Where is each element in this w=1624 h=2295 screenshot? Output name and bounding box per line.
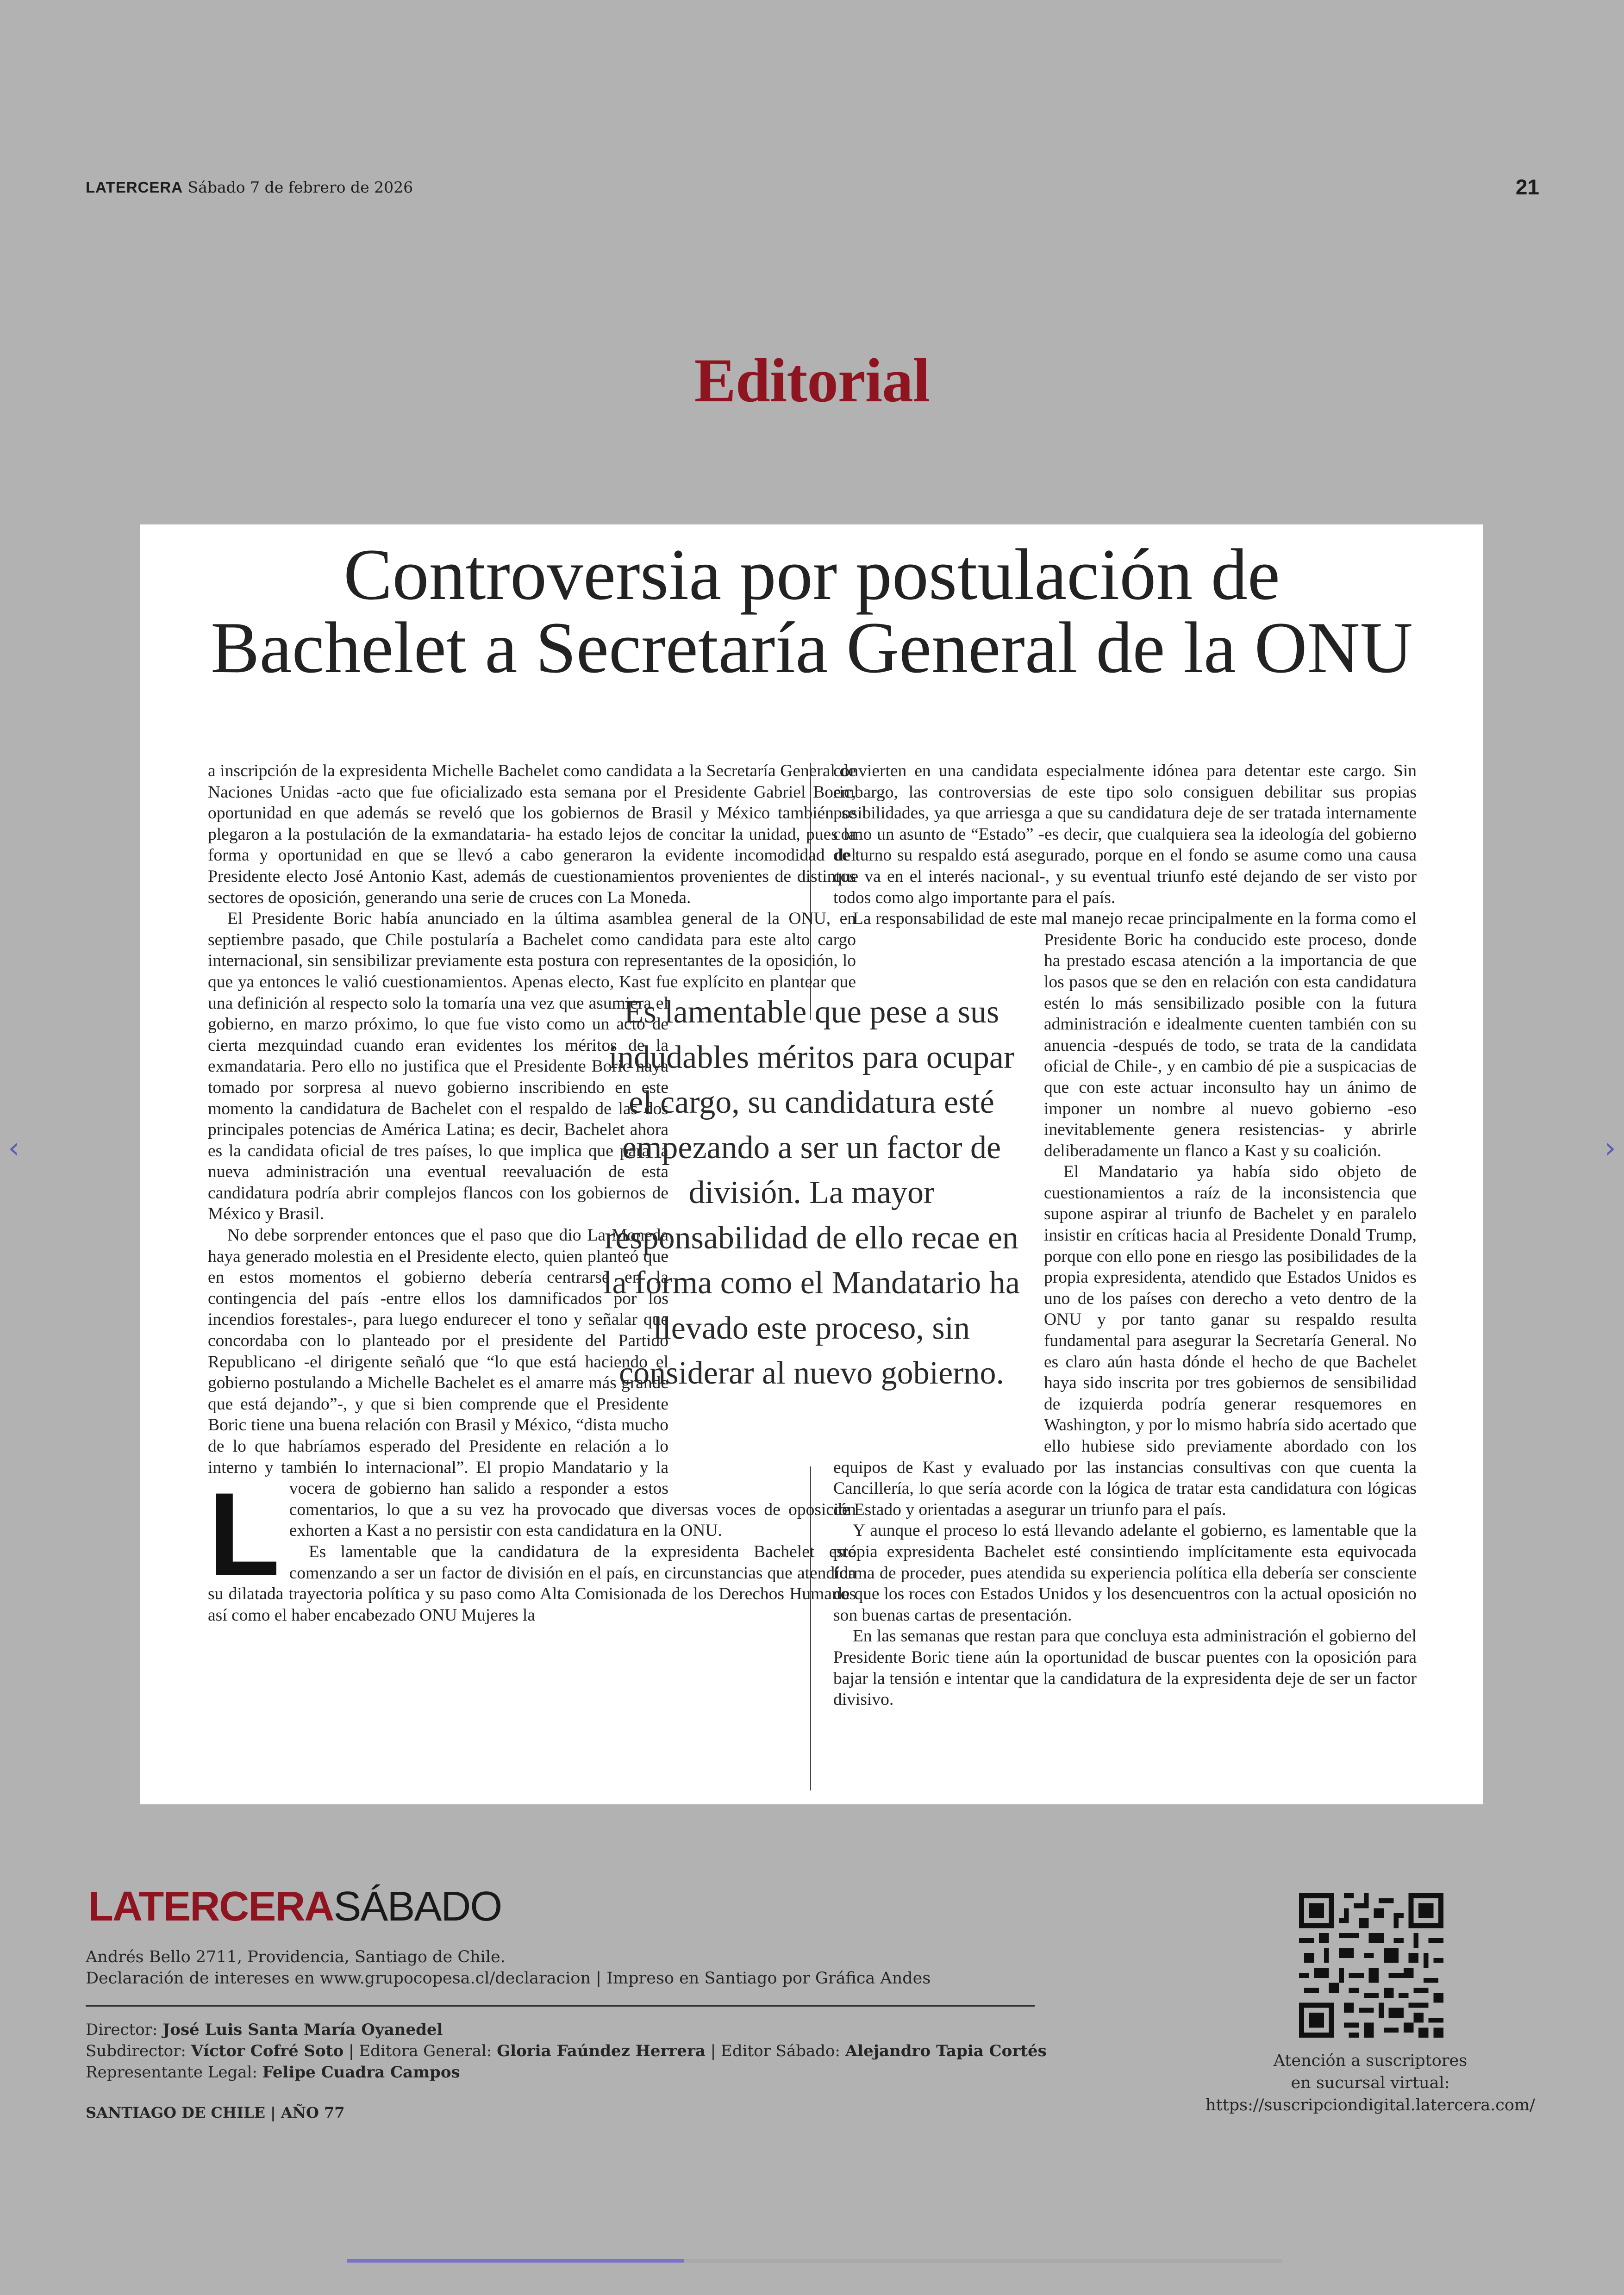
chevron-left-icon[interactable]: ‹	[8, 1131, 20, 1165]
issue-date: Sábado 7 de febrero de 2026	[187, 178, 413, 196]
paragraph: El Mandatario ya había sido objeto de cuestionamientos a raíz de la inconsistencia que supone aspirar al triunfo de Bachelet y en paralelo insistir en críticas hacia al Presidente Donald Trump, porque con ello pone en riesgo las posibilidades de la propia expresidenta, atendido que Estados Unidos es uno de los países con derecho a veto dentro de la ONU y por tanto ganar su respaldo resulta fundamental para asegurar la Secretaría General. No es claro aún hasta dónde el hecho de que Bachelet haya sido inscrita por tres gobiernos de sensibilidad de izquierda podría generar resquemores en Washington, y por lo mismo habría sido acertado que ello hubiese sido previamente abordado con los equipos de Kast y evaluado por las instancias consultivas con que cuenta la Cancillería, lo que sería acorde con la lógica de tratar esta candidatura con lógicas de Estado y orientadas a asegurar un triunfo para el país.	[833, 1162, 1417, 1519]
masthead-date	[86, 178, 413, 196]
drop-cap: L	[208, 1468, 280, 1600]
city-year: SANTIAGO DE CHILE | AÑO 77	[86, 2104, 345, 2121]
qr-code-icon[interactable]	[1299, 1893, 1443, 2038]
headline-line-2: Bachelet a Secretaría General de la ONU	[211, 607, 1413, 688]
staff-credits	[86, 2019, 1047, 2083]
page-number: 21	[1515, 175, 1539, 199]
paragraph: La responsabilidad de este mal manejo recae principalmente en la forma como el Presidente Boric ha conducido este proceso, donde ha prestado escasa atención a la importancia de que los pasos que se den en relación con esta candidatura estén lo más sensibilizado posible con la futura administración e idealmente cuenten también con su anuencia -después de todo, se trata de la candidata oficial de Chile-, y en cambio dé pie a suspicacias de que con este actuar inconsulto hay un ánimo de imponer un nombre al nuevo gobierno -eso inevitablemente genera resistencias- y abrirle deliberadamente un flanco a Kast y su coalición.	[853, 909, 1417, 1160]
section-title: Editorial	[694, 346, 930, 415]
paragraph: En las semanas que restan para que concluya esta administración el gobierno del Presidente Boric tiene aún la oportunidad de buscar puentes con la oposición para bajar la tensión e intentar que la candidatura de la expresidenta deje de ser un factor divisivo.	[833, 1627, 1417, 1709]
subscriber-link[interactable]: https://suscripciondigital.latercera.com/	[1206, 2096, 1535, 2114]
paragraph: El Presidente Boric había anunciado en la última asamblea general de la ONU, en septiembre pasado, que Chile postularía a Bachelet como candidata para este alto cargo internacional, sin sensibilizar previamente esta postura con representantes de la oposición, lo que ya entonces le valió cuestionamientos. Apenas electo, Kast fue explícito en plantear que una definición al respecto solo la tomaría una vez que asumiera el gobierno, en marzo próximo, lo que fue visto como un acto de cierta mezquindad cuando eran evidentes los méritos de la exmandataria. Pero ello no justifica que el Presidente Boric haya tomado por sorpresa al nuevo gobierno inscribiendo en este momento la candidatura de Bachelet con el respaldo de las dos principales potencias de América Latina; es decir, Bachelet ahora es la candidata oficial de tres países, lo que implica que para la nueva administración una eventual reevaluación de esta candidatura podría abrir complejos flancos con los gobiernos de México y Brasil.	[208, 909, 856, 1224]
address-line: Andrés Bello 2711, Providencia, Santiago de Chile.	[86, 1948, 506, 1966]
article-headline	[140, 534, 1483, 688]
footer-address	[86, 1946, 931, 1989]
article-page	[140, 524, 1483, 1804]
paragraph: No debe sorprender entonces que el paso que dio La Moneda haya generado molestia en el Presidente electo, quien planteó que en estos momentos el gobierno debería centrarse en la contingencia del país -entre ellos los damnificados por los incendios forestales-, para luego endurecer el tono y señalar que concordaba con lo planteado por el presidente del Partido Republicano -el dirigente señaló que “lo que está haciendo el gobierno postulando a Michelle Bachelet es el amarre más grande que está dejando”-, y que si bien comprende que el Presidente Boric tiene una buena relación con Brasil y México, “dista mucho de lo que habríamos esperado del Presidente en relación a lo interno y también lo internacional”. El propio Mandatario y la vocera de gobierno han salido a responder a estos comentarios, lo que a su vez ha provocado que diversas voces de oposición exhorten a Kast a no persistir con esta candidatura en la ONU.	[208, 1226, 856, 1540]
paragraph: Es lamentable que la candidatura de la expresidenta Bachelet esté comenzando a ser un factor de división en el país, en circunstancias que atendida su dilatada trayectoria política y su paso como Alta Comisionada de los Derechos Humanos así como el haber encabezado ONU Mujeres la	[208, 1542, 856, 1625]
footer-logo: LATERCERASÁBADO	[88, 1883, 502, 1930]
page-header	[86, 175, 1539, 201]
chevron-right-icon[interactable]: ›	[1604, 1131, 1616, 1165]
paragraph: Y aunque el proceso lo está llevando adelante el gobierno, es lamentable que la propia expresidenta Bachelet esté consintiendo implícitamente esta equivocada forma de proceder, pues atendida su experiencia política ella debería ser consciente de que los roces con Estados Unidos y los desencuentros con la actual oposición no son buenas cartas de presentación.	[833, 1521, 1417, 1625]
legal-line: Representante Legal: Felipe Cuadra Campos	[86, 2063, 460, 2082]
reading-progress-bar[interactable]	[347, 2259, 1282, 2263]
paragraph: L a inscripción de la expresidenta Michelle Bachelet como candidata a la Secretaría General de Naciones Unidas -acto que fue oficializado esta semana por el Presidente Gabriel Boric, oportunidad en que además se reveló que los gobiernos de Brasil y México también se plegaron a la postulación de la exmandataria- ha estado lejos de concitar la unidad, pues la forma y oportunidad en que se llevó a cabo generaron la evidente incomodidad del Presidente electo José Antonio Kast, además de cuestionamientos provenientes de distintos sectores de oposición, generando una serie de cruces con La Moneda.	[208, 761, 856, 1600]
subscriber-note: Atención a suscriptores en sucursal virtual: https://suscripciondigital.latercera.com/	[1194, 2050, 1546, 2116]
director-line: Director: José Luis Santa María Oyanedel	[86, 2021, 443, 2039]
pull-quote: Es lamentable que pese a sus indudables méritos para ocupar el cargo, su candidatura esté empezando a ser un factor de división. La mayor responsabilidad de ello recae en la forma como el Mandatario ha llevado este proceso, sin considerar al nuevo gobierno.	[603, 994, 1020, 1391]
masthead-brand: LATERCERA	[86, 179, 183, 196]
reading-progress-fill	[347, 2259, 684, 2263]
paragraph: convierten en una candidata especialmente idónea para detentar este cargo. Sin embargo, las controversias de este tipo solo consiguen debilitar sus propias posibilidades, ya que arriesga a que su candidatura deje de ser tratada internamente como un asunto de “Estado” -es decir, que cualquiera sea la ideología del gobierno de turno su respaldo está asegurado, porque en el fondo se asume como una causa que va en el interés nacional-, y su eventual triunfo esté dejando de ser visto por todos como algo importante para el país.	[833, 761, 1417, 907]
footer-divider	[86, 2005, 1035, 2007]
headline-line-1: Controversia por postulación de	[344, 534, 1280, 615]
declaration-line: Declaración de intereses en www.grupocopesa.cl/declaracion | Impreso en Santiago por Gráfica Andes	[86, 1969, 931, 1988]
editors-line: Subdirector: Víctor Cofré Soto | Editora General: Gloria Faúndez Herrera | Editor Sábado: Alejandro Tapia Cortés	[86, 2042, 1047, 2060]
